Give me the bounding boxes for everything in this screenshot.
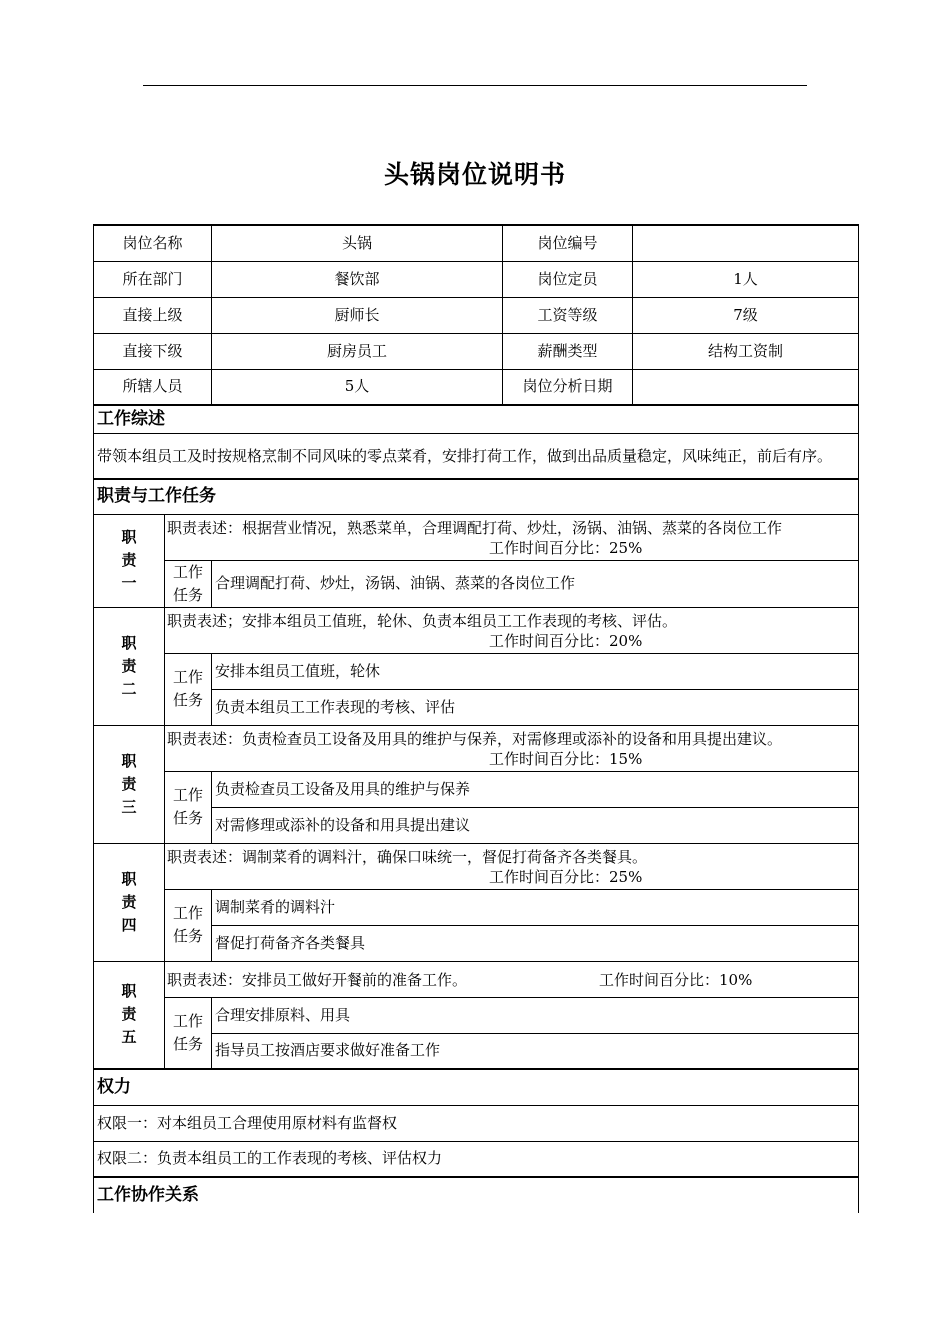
duty-label: 职责二 bbox=[94, 607, 165, 725]
info-label: 直接下级 bbox=[94, 333, 212, 369]
duty-label: 职责一 bbox=[94, 514, 165, 607]
duty-statement: 职责表述：调制菜肴的调料汁，确保口味统一，督促打荷备齐各类餐具。 工作时间百分比：25% bbox=[165, 843, 859, 889]
duty-statement: 职责表述：负责检查员工设备及用具的维护与保养，对需修理或添补的设备和用具提出建议。 工作时间百分比：15% bbox=[165, 725, 859, 771]
info-label: 直接上级 bbox=[94, 297, 212, 333]
info-label: 工资等级 bbox=[503, 297, 633, 333]
job-description-sheet bbox=[93, 224, 858, 1213]
task-item: 督促打荷备齐各类餐具 bbox=[212, 925, 859, 961]
task-label: 工作任务 bbox=[165, 560, 212, 607]
info-value: 1人 bbox=[633, 261, 859, 297]
info-value: 结构工资制 bbox=[633, 333, 859, 369]
summary-text: 带领本组员工及时按规格烹制不同风味的零点菜肴，安排打荷工作，做到出品质量稳定，风味纯正，前后有序。 bbox=[94, 433, 859, 479]
info-label: 岗位编号 bbox=[503, 225, 633, 261]
duty-block bbox=[94, 843, 859, 889]
authority-item: 权限二：负责本组员工的工作表现的考核、评估权力 bbox=[94, 1141, 859, 1177]
header-rule bbox=[143, 85, 807, 86]
duty-label: 职责三 bbox=[94, 725, 165, 843]
info-label: 岗位定员 bbox=[503, 261, 633, 297]
task-item: 对需修理或添补的设备和用具提出建议 bbox=[212, 807, 859, 843]
authority-item: 权限一：对本组员工合理使用原材料有监督权 bbox=[94, 1105, 859, 1141]
info-label: 薪酬类型 bbox=[503, 333, 633, 369]
time-percent: 工作时间百分比：15% bbox=[489, 749, 643, 768]
duty-label: 职责五 bbox=[94, 961, 165, 1069]
info-value: 厨房员工 bbox=[212, 333, 503, 369]
duty-label: 职责四 bbox=[94, 843, 165, 961]
task-item: 安排本组员工值班，轮休 bbox=[212, 653, 859, 689]
info-label: 所辖人员 bbox=[94, 369, 212, 405]
time-percent: 工作时间百分比：25% bbox=[489, 538, 643, 557]
info-label: 岗位名称 bbox=[94, 225, 212, 261]
task-item: 合理安排原料、用具 bbox=[212, 997, 859, 1033]
info-value: 餐饮部 bbox=[212, 261, 503, 297]
info-row bbox=[94, 333, 859, 369]
info-row bbox=[94, 369, 859, 405]
info-value: 5人 bbox=[212, 369, 503, 405]
task-item: 指导员工按酒店要求做好准备工作 bbox=[212, 1033, 859, 1069]
task-item: 调制菜肴的调料汁 bbox=[212, 889, 859, 925]
info-row bbox=[94, 225, 859, 261]
task-item: 负责检查员工设备及用具的维护与保养 bbox=[212, 771, 859, 807]
duty-block bbox=[94, 725, 859, 771]
duty-block bbox=[94, 607, 859, 653]
time-percent: 工作时间百分比：25% bbox=[489, 867, 643, 886]
duty-block bbox=[94, 961, 859, 997]
task-label: 工作任务 bbox=[165, 997, 212, 1069]
time-percent: 工作时间百分比：20% bbox=[489, 631, 643, 650]
job-description-table bbox=[93, 224, 859, 1213]
info-value: 7级 bbox=[633, 297, 859, 333]
info-label: 所在部门 bbox=[94, 261, 212, 297]
info-value: 头锅 bbox=[212, 225, 503, 261]
task-label: 工作任务 bbox=[165, 653, 212, 725]
duty-statement: 职责表述：安排员工做好开餐前的准备工作。 工作时间百分比：10% bbox=[165, 961, 859, 997]
duties-heading: 职责与工作任务 bbox=[94, 479, 859, 514]
authority-heading: 权力 bbox=[94, 1069, 859, 1105]
duty-statement: 职责表述；安排本组员工值班，轮休、负责本组员工工作表现的考核、评估。 工作时间百分比：20% bbox=[165, 607, 859, 653]
task-label: 工作任务 bbox=[165, 771, 212, 843]
duty-block bbox=[94, 514, 859, 560]
task-item: 合理调配打荷、炒灶，汤锅、油锅、蒸菜的各岗位工作 bbox=[212, 560, 859, 607]
info-label: 岗位分析日期 bbox=[503, 369, 633, 405]
info-value: 厨师长 bbox=[212, 297, 503, 333]
task-label: 工作任务 bbox=[165, 889, 212, 961]
task-item: 负责本组员工工作表现的考核、评估 bbox=[212, 689, 859, 725]
duty-statement: 职责表述：根据营业情况，熟悉菜单，合理调配打荷、炒灶，汤锅、油锅、蒸菜的各岗位工作 工作时间百分比：25% bbox=[165, 514, 859, 560]
info-value bbox=[633, 225, 859, 261]
page-title: 头锅岗位说明书 bbox=[383, 160, 566, 189]
cooperation-heading: 工作协作关系 bbox=[94, 1177, 859, 1213]
info-value bbox=[633, 369, 859, 405]
summary-heading: 工作综述 bbox=[94, 405, 859, 433]
time-percent: 工作时间百分比：10% bbox=[599, 970, 753, 989]
info-row bbox=[94, 297, 859, 333]
info-row bbox=[94, 261, 859, 297]
